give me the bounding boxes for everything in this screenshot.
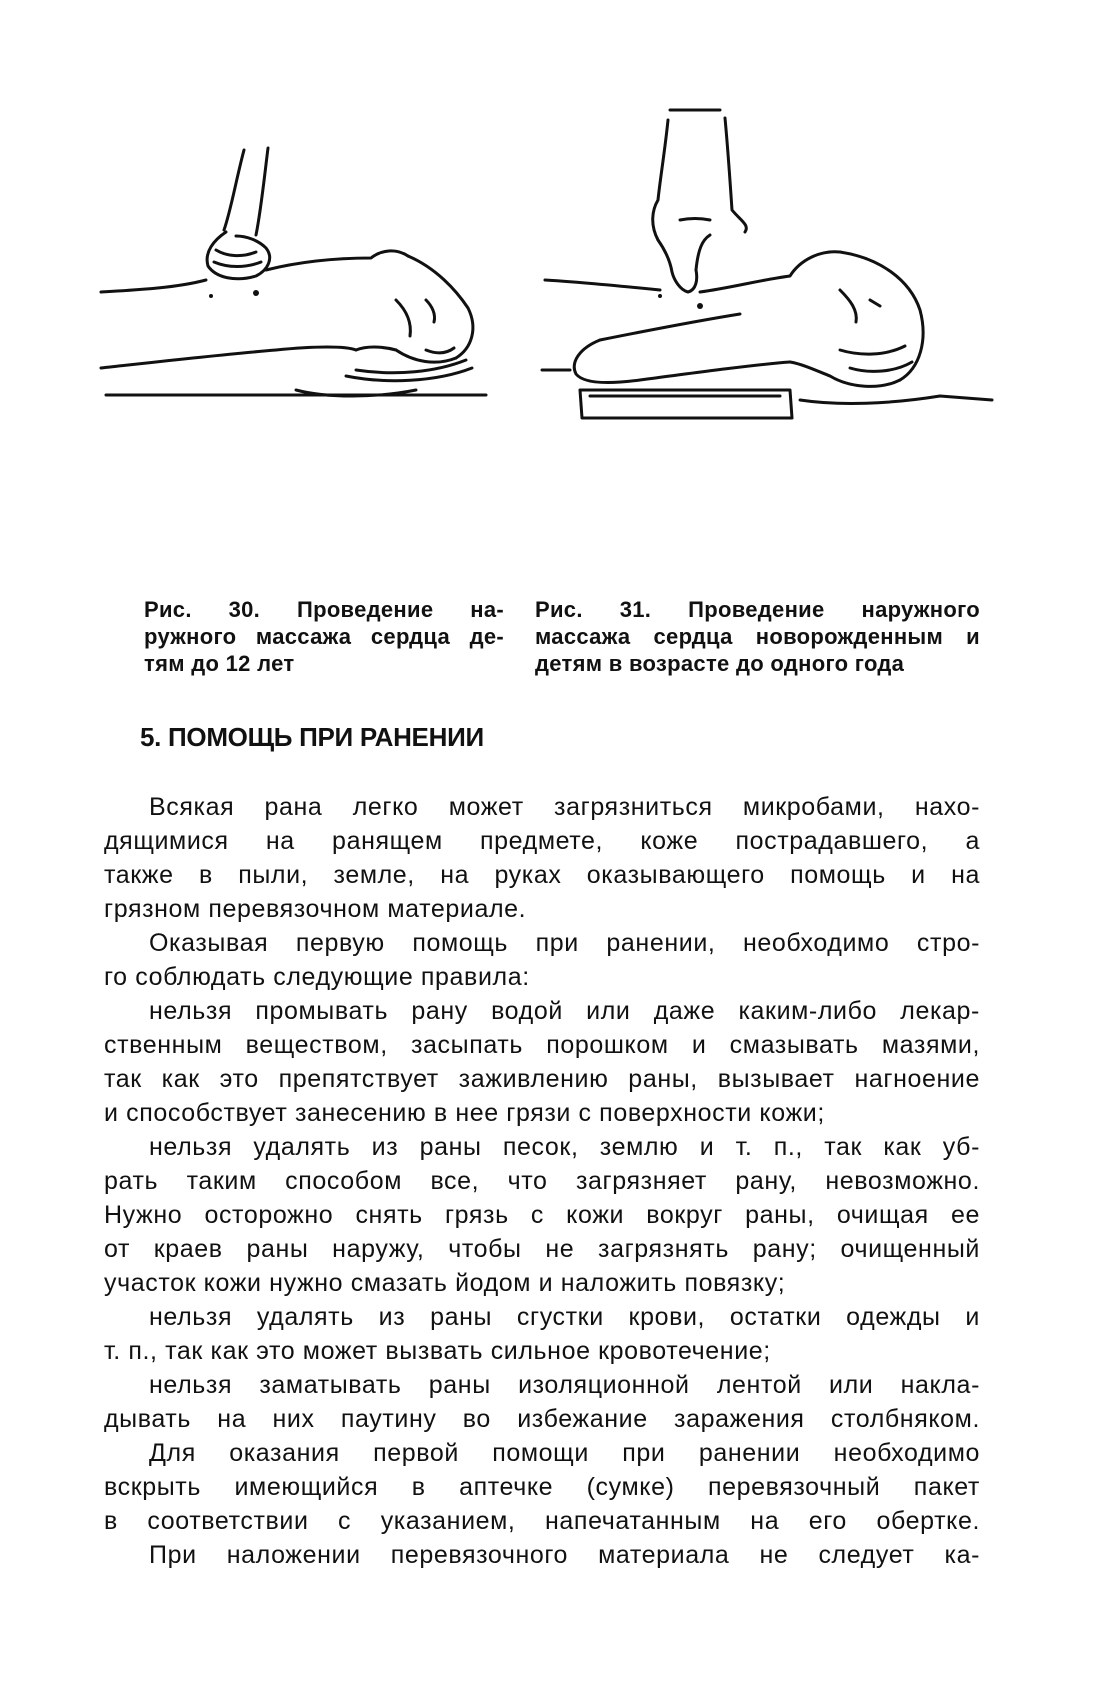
text-line: и способствует занесению в нее грязи с поверхности кожи; bbox=[104, 1099, 825, 1127]
text-line: так как это препятствует заживлению раны, вызывает нагноение bbox=[104, 1065, 980, 1093]
text-line: т. п., так как это может вызвать сильное кровотечение; bbox=[104, 1337, 771, 1365]
text-line: от краев раны наружу, чтобы не загрязнять рану; очищенный bbox=[104, 1235, 980, 1263]
text-line: ственным веществом, засыпать порошком и смазывать мазями, bbox=[104, 1031, 980, 1059]
caption-line: тям до 12 лет bbox=[144, 651, 295, 676]
text-line: вскрыть имеющийся в аптечке (сумке) перевязочный пакет bbox=[104, 1473, 980, 1501]
text-line: нельзя заматывать раны изоляционной лентой или накла- bbox=[149, 1371, 980, 1399]
paragraph bbox=[104, 926, 980, 994]
text-line: дящимися на ранящем предмете, коже пострадавшего, а bbox=[104, 827, 980, 855]
text-line: также в пыли, земле, на руках оказывающего помощь и на bbox=[104, 861, 980, 889]
paragraph bbox=[104, 1436, 980, 1538]
paragraph bbox=[104, 1368, 980, 1436]
text-line: рать таким способом все, что загрязняет рану, невозможно. bbox=[104, 1167, 980, 1195]
caption-line: массажа сердца новорожденным и bbox=[535, 624, 980, 649]
text-line: дывать на них паутину во избежание заражения столбняком. bbox=[104, 1405, 980, 1433]
paragraph bbox=[104, 994, 980, 1130]
text-line: При наложении перевязочного материала не следует ка- bbox=[149, 1541, 980, 1569]
text-line: нельзя промывать рану водой или даже каким-либо лекар- bbox=[149, 997, 980, 1025]
paragraph bbox=[104, 1300, 980, 1368]
paragraph bbox=[104, 790, 980, 926]
text-line: Для оказания первой помощи при ранении необходимо bbox=[149, 1439, 980, 1467]
caption-line: Рис. 30. Проведение на- bbox=[144, 597, 504, 622]
caption-line: ружного массажа сердца де- bbox=[144, 624, 504, 649]
caption-line: детям в возрасте до одного года bbox=[535, 651, 905, 676]
text-line: грязном перевязочном материале. bbox=[104, 895, 527, 923]
text-line: участок кожи нужно смазать йодом и наложить повязку; bbox=[104, 1269, 786, 1297]
caption-line: Рис. 31. Проведение наружного bbox=[535, 597, 980, 622]
figure-30-illustration bbox=[96, 140, 496, 430]
text-line: Всякая рана легко может загрязниться микробами, нахо- bbox=[149, 793, 980, 821]
section-title: 5. ПОМОЩЬ ПРИ РАНЕНИИ bbox=[140, 722, 484, 752]
paragraph bbox=[104, 1538, 980, 1572]
body-text bbox=[104, 790, 980, 1572]
paragraph bbox=[104, 1130, 980, 1300]
figure-31-caption bbox=[535, 596, 980, 677]
text-line: нельзя удалять из раны сгустки крови, остатки одежды и bbox=[149, 1303, 980, 1331]
text-line: нельзя удалять из раны песок, землю и т. п., так как уб- bbox=[149, 1133, 980, 1161]
text-line: в соответствии с указанием, напечатанным на его обертке. bbox=[104, 1507, 980, 1535]
text-line: го соблюдать следующие правила: bbox=[104, 963, 530, 991]
figure-30-caption bbox=[144, 596, 504, 677]
cpr-child-drawing bbox=[96, 140, 496, 430]
cpr-infant-drawing bbox=[540, 100, 1000, 460]
text-line: Нужно осторожно снять грязь с кожи вокруг раны, очищая ее bbox=[104, 1201, 980, 1229]
figure-31-illustration bbox=[540, 100, 1000, 460]
text-line: Оказывая первую помощь при ранении, необходимо стро- bbox=[149, 929, 980, 957]
